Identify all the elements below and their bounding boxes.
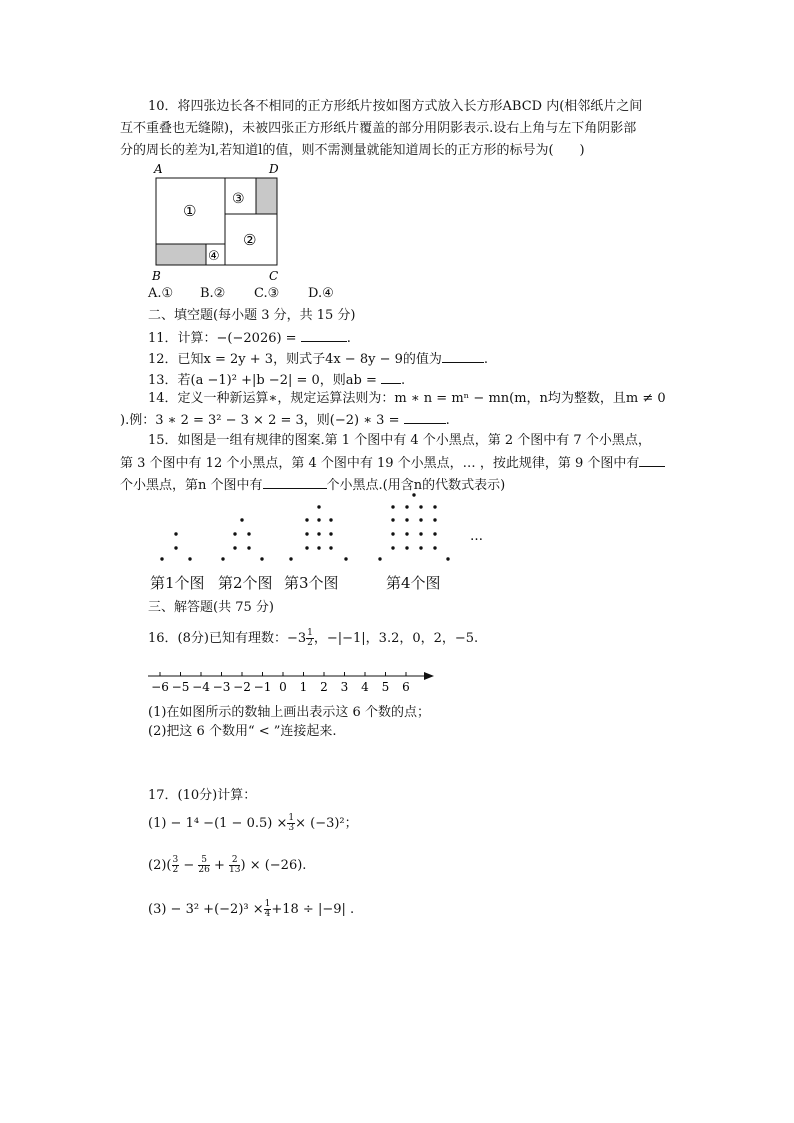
q17-p2-frac2 xyxy=(198,856,209,875)
q10-line2: 互不重叠也无缝隙)，未被四张正方形纸片覆盖的部分用阴影表示.设右上角与左下角阴影部 xyxy=(120,121,637,136)
q16-head: 16．(8分)已知有理数：−3 xyxy=(148,631,307,646)
q17-head: 17．(10分)计算： xyxy=(148,788,257,803)
q17-p1-num: 1 xyxy=(288,813,295,823)
q12: 12．已知x = 2y + 3，则式子4x − 8y − 9的值为 . xyxy=(148,352,489,367)
number-line xyxy=(146,666,438,696)
q10-line3: 分的周长的差为l,若知道l的值，则不需测量就能知道周长的正方形的标号为( ) xyxy=(120,143,585,158)
label-square-2: ② xyxy=(243,231,257,249)
q17-p2-n1: 3 xyxy=(172,855,179,865)
number-line-tick-label: −2 xyxy=(233,680,251,694)
q14-line2-text: ).例：3 ∗ 2 = 3² − 3 × 2 = 3，则(−2) ∗ 3 = xyxy=(120,413,404,428)
caption-figure-3: 第3个图 xyxy=(284,574,339,592)
dot-ellipsis: … xyxy=(470,529,483,544)
label-square-1: ① xyxy=(183,202,197,220)
dot-figure-3 xyxy=(289,505,347,560)
number-line-tick-label: −4 xyxy=(192,680,210,694)
q10-options xyxy=(148,285,334,303)
q17-p3a: (3) − 3² +(−2)³ × xyxy=(148,902,264,917)
caption-figure-1: 第1个图 xyxy=(150,574,205,592)
shade-top-right xyxy=(256,178,277,214)
q13: 13．若(a −1)² +|b −2| = 0，则ab = . xyxy=(148,373,406,388)
q14-line2: ).例：3 ∗ 2 = 3² − 3 × 2 = 3，则(−2) ∗ 3 = . xyxy=(120,413,450,428)
q15-line3b: 个小黑点.(用含n的代数式表示) xyxy=(326,478,506,493)
option-a: A.① xyxy=(148,286,174,301)
q17-p2-d3: 13 xyxy=(229,865,241,875)
squares-figure xyxy=(148,160,288,285)
number-line-tick-label: 3 xyxy=(340,680,349,694)
q16-part2: (2)把这 6 个数用“ < ”连接起来. xyxy=(148,724,337,739)
q14-line1: 14．定义一种新运算∗，规定运算法则为：m ∗ n = mⁿ − mn(m，n均为整数，且m ≠ 0 xyxy=(148,391,666,406)
q15-blank-1 xyxy=(639,454,665,467)
number-line-tick-label: 6 xyxy=(402,680,410,694)
q17-p1-fraction xyxy=(287,814,295,833)
q17-p2-minus: − xyxy=(179,858,199,873)
q17-part1 xyxy=(148,814,358,833)
option-b: B.② xyxy=(200,286,226,301)
number-line-tick-label: −3 xyxy=(212,680,231,694)
q17-p1a: (1) − 1⁴ −(1 − 0.5) × xyxy=(148,816,288,831)
q17-p2-frac3 xyxy=(229,856,240,875)
q17-p2-n2: 5 xyxy=(198,856,209,866)
number-line-tick-label: −6 xyxy=(151,680,169,694)
q17-p3-den: 4 xyxy=(264,909,271,919)
q15-line2 xyxy=(120,454,665,473)
number-line-tick-label: 2 xyxy=(320,680,328,694)
q14-blank xyxy=(404,411,446,424)
q16-tail: ，−|−1|，3.2，0，2，−5. xyxy=(313,631,479,646)
q15-line2-text: 第 3 个图中有 12 个小黑点，第 4 个图中有 19 个小黑点，… ，按此规律，第 9 个图中有 xyxy=(120,456,640,471)
q15-line3a: 个小黑点，第n 个图中有 xyxy=(120,478,263,493)
caption-figure-4: 第4个图 xyxy=(386,574,441,592)
q17-p2-plus: + xyxy=(209,858,230,873)
number-line-tick-label: 5 xyxy=(381,680,390,694)
section-3-heading: 三、解答题(共 75 分) xyxy=(148,600,274,615)
dot-figure-2 xyxy=(221,518,263,560)
q16-part1: (1)在如图所示的数轴上画出表示这 6 个数的点； xyxy=(148,705,430,720)
q17-p2a: (2)( xyxy=(148,858,172,873)
q15-line1: 15．如图是一组有规律的图案.第 1 个图中有 4 个小黑点，第 2 个图中有 7 个小黑点， xyxy=(148,433,651,448)
q17-p1b: × (−3)²； xyxy=(295,816,358,831)
number-line-tick-label: −5 xyxy=(171,680,190,694)
q17-p2-d2: 26 xyxy=(198,865,210,875)
q16-frac-den: 2 xyxy=(307,638,313,648)
label-B: B xyxy=(152,269,161,283)
number-line-tick-label: 0 xyxy=(279,680,287,694)
number-line-arrow-icon xyxy=(424,672,434,680)
q17-p2-n3: 2 xyxy=(229,856,240,866)
q13-text: 13．若(a −1)² +|b −2| = 0，则ab = xyxy=(148,373,382,388)
q11-text: 11．计算：−(−2026) = xyxy=(148,331,301,346)
q17-p2-d1: 2 xyxy=(172,865,179,875)
dot-figure-1 xyxy=(160,532,191,560)
label-C: C xyxy=(269,269,279,283)
caption-figure-2: 第2个图 xyxy=(218,574,273,592)
q17-p1-den: 3 xyxy=(288,823,295,833)
dot-pattern-figure xyxy=(150,488,490,568)
q17-p3b: +18 ÷ |−9| . xyxy=(271,902,355,917)
q13-blank xyxy=(381,371,401,384)
option-c: C.③ xyxy=(254,286,280,301)
section-2-heading: 二、填空题(每小题 3 分，共 15 分) xyxy=(148,308,356,323)
label-A: A xyxy=(154,162,163,176)
q12-text: 12．已知x = 2y + 3，则式子4x − 8y − 9的值为 xyxy=(148,352,442,367)
label-D: D xyxy=(269,162,279,176)
q17-part2 xyxy=(148,856,306,875)
number-line-tick-label: 1 xyxy=(299,680,308,694)
q11-blank xyxy=(301,329,347,342)
q17-p2b: ) × (−26). xyxy=(240,858,307,873)
dot-figure-4 xyxy=(378,493,449,560)
q16-line xyxy=(148,629,478,648)
q17-part3 xyxy=(148,900,354,919)
q11: 11．计算：−(−2026) = . xyxy=(148,331,351,346)
option-d: D.④ xyxy=(308,286,334,301)
q17-p3-num: 1 xyxy=(264,899,271,909)
number-line-tick-label: 4 xyxy=(361,680,369,694)
number-line-tick-label: −1 xyxy=(253,680,272,694)
label-square-3: ③ xyxy=(232,191,245,207)
q12-blank xyxy=(442,350,484,363)
label-square-4: ④ xyxy=(208,249,220,264)
number-line-ticks xyxy=(151,672,410,694)
q16-frac-num: 1 xyxy=(307,628,313,638)
q10-line1: 10．将四张边长各不相同的正方形纸片按如图方式放入长方形ABCD 内(相邻纸片之间 xyxy=(148,99,643,114)
q16-fraction xyxy=(306,629,314,648)
